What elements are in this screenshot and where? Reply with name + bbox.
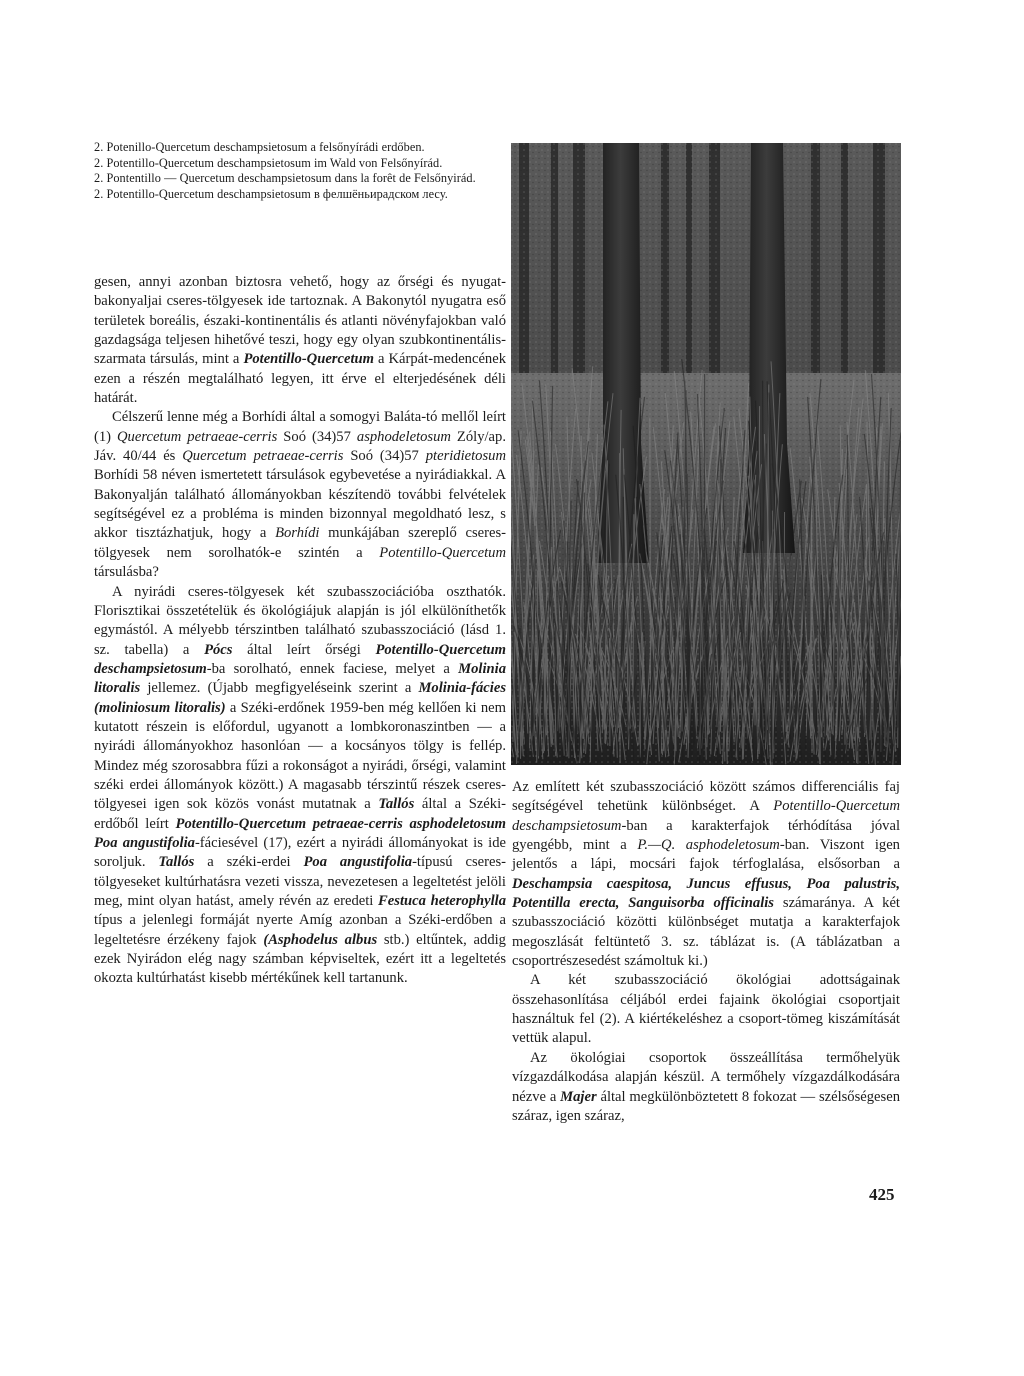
italic-term: asphodeletosum xyxy=(356,428,451,445)
text-run: -típusú cseres-tölgyeseket kultúrhatásra vezeti vissza, nevezetesen a legeltetést jelöli meg, mint olyan hatást, amely révén az eredeti xyxy=(94,854,506,909)
forest-photo xyxy=(511,143,901,765)
italic-term: Poa angustifolia xyxy=(303,854,413,871)
italic-term: Borhídi xyxy=(275,525,320,542)
text-run: jellemez. (Újabb megfigyeléseink szerint a xyxy=(140,680,419,697)
right-column xyxy=(512,778,900,1126)
text-run: Soó (34)57 xyxy=(277,428,357,445)
italic-term: Potentillo-Quercetum xyxy=(379,544,506,561)
text-run: a széki-erdei xyxy=(194,854,304,871)
text-run: -ban a karakterfajok térhódítása jóval gyengébb, mint a xyxy=(512,817,900,854)
text-run: -fáciesével (17), ezért a nyirádi állományokat is ide soroljuk. xyxy=(94,834,506,871)
italic-term: pteridietosum xyxy=(425,448,506,465)
text-run: társulásba? xyxy=(94,564,159,581)
text-run: A nyirádi cseres-tölgyesek két szubasszociációba oszthatók. Florisztikai összetételük és ökológiájuk alapján is jól elkülöníthetők egymástól. A mélyebb térszintben található szubasszociáció (lásd 1. sz. tabella) a xyxy=(94,583,506,658)
italic-term: Tallós xyxy=(158,854,195,871)
italic-term: Potentillo-Quercetum petraeae-cerris asphodeletosum Poa angustifolia xyxy=(94,815,506,851)
left-column xyxy=(94,273,506,989)
italic-term: Potentillo-Quercetum deschampsietosum xyxy=(512,798,900,834)
caption-german: 2. Potentillo-Quercetum deschampsietosum im Wald von Felsőnyírád. xyxy=(94,155,443,170)
text-run: Célszerű lenne még a Borhídi által a somogyi Baláta-tó mellől leírt (1) xyxy=(94,409,506,445)
paragraph-left-3 xyxy=(94,583,506,989)
caption-russian: 2. Potentillo-Quercetum deschampsietosum в фелшёньирадском лесу. xyxy=(94,186,448,201)
italic-term: P.—Q. asphodeletosum xyxy=(637,837,780,854)
paragraph-right-2 xyxy=(512,971,900,1048)
text-run: által megkülönböztetett 8 fokozat — szélsőségesen száraz, igen száraz, xyxy=(512,1088,900,1124)
italic-term: Majer xyxy=(560,1088,597,1105)
page-number: 425 xyxy=(869,1185,895,1204)
caption-hungarian: 2. Potenillo-Quercetum deschampsietosum a felsőnyírádi erdőben. xyxy=(94,140,425,154)
text-run: munkájában szereplő cseres-tölgyesek nem sorolhatók-e szintén a xyxy=(94,525,506,561)
italic-term: Potentillo-Quercetum xyxy=(243,351,374,368)
text-run: A két szubasszociáció ökológiai adottságainak összehasonlítása céljából erdei fajaink ökológiai csoportjait használtuk fel (2). A kiértékeléshez a csoport-tömeg kiszámítását vettük alapul. xyxy=(512,972,900,1047)
text-run: Zóly/ap. Jáv. 40/44 és xyxy=(94,428,506,465)
italic-term: Molinia-fácies (moliniosum litoralis) xyxy=(94,680,506,716)
text-run: által a Széki-erdőből leírt xyxy=(94,796,506,832)
italic-term: Deschampsia caespitosa, Juncus effusus, Poa palustris, Potentilla erecta, Sanguisorba officinalis xyxy=(512,875,900,912)
italic-term: Quercetum petraeae-cerris xyxy=(117,428,278,445)
text-run: Soó (34)57 xyxy=(343,448,426,465)
paragraph-right-3 xyxy=(512,1049,900,1126)
grass-blade xyxy=(584,492,585,730)
italic-term: (Asphodelus albus xyxy=(263,931,378,948)
text-run: a Kárpát-medencének ezen a részén megtalálható legyen, itt érve el elterjedésének déli határát. xyxy=(94,351,506,407)
text-run: a Széki-erdőnek 1959-ben még kellően ki nem kutatott részein is előfordul, ugyanott a lombkoronaszintben — a nyirádi állományokhoz hasonlóan — a kocsányos tölgy is fellép. Mindez még szorosabbra fűzi a rokonságot a nyirádi, őrségi, valamint széki erdei állományok között.) A magasabb térszintű részek cseres-tölgyesei igen sok közös vonást mutatnak a xyxy=(94,699,507,813)
text-run: gesen, annyi azonban biztosra vehető, hogy az őrségi és nyugat-bakonyaljai cseres-tölgyesek ide tartoznak. A Bakonytól nyugatra eső területek boreális, északi-kontinentális és atlanti növényfajokban való gazdagsága teljesen hihetővé teszi, hogy egy olyan szubkontinentális-szarmata társulás, mint a xyxy=(94,274,506,368)
text-run: számaránya. A két szubasszociáció közötti különbséget mutatja a karakterfajok megoszlását feltüntető 3. sz. táblázat is. (A táblázatban a csoportrészesedést számoltuk ki.) xyxy=(512,895,900,970)
italic-term: Quercetum petraeae-cerris xyxy=(182,448,344,465)
paragraph-left-2 xyxy=(94,408,506,582)
italic-term: Molinia litoralis xyxy=(94,660,506,697)
text-run: Az említett két szubasszociáció között számos differenciális faj segítségével tehetünk különbséget. A xyxy=(512,779,900,815)
caption-french: 2. Pontentillo — Quercetum deschampsietosum dans la forêt de Felsőnyirád. xyxy=(94,171,476,186)
forest-photo-drawing xyxy=(511,143,901,765)
italic-term: Pócs xyxy=(204,641,233,658)
paragraph-left-1 xyxy=(94,273,506,408)
italic-term: Potentillo-Quercetum deschampsietosum xyxy=(94,641,506,677)
italic-term: Festuca heterophylla xyxy=(378,893,506,909)
text-run: Az ökológiai csoportok összeállítása termőhelyük vízgazdálkodása alapján készül. A termőhely vízgazdálkodására nézve a xyxy=(512,1049,900,1105)
photo-caption xyxy=(94,140,486,202)
italic-term: Tallós xyxy=(378,796,415,813)
text-run: által leírt őrségi xyxy=(232,641,376,658)
text-run: Borhídi 58 néven ismertetett társulások egybevetése a nyirádiakkal. A Bakonyalján található állományokban készítendö további felvételek segítségével ez a probléma is minden bizonnyal megoldható lesz, s akkor tisztázhatjuk, hogy a xyxy=(94,467,506,542)
text-run: típus a jelenlegi formáját nyerte Amíg azonban a Széki-erdőben a legeltetésre érzékeny fajok xyxy=(94,912,506,948)
paragraph-right-1 xyxy=(512,778,900,971)
text-run: stb.) eltűntek, addig ezek Nyirádon elég nagy számban képviseltek, ezért itt a legeltetés okozta kultúrhatást kisebb mértékűnek kell tartanunk. xyxy=(94,931,506,987)
grass-blade xyxy=(623,497,624,740)
text-run: -ba sorolható, ennek faciese, melyet a xyxy=(206,660,459,677)
text-run: -ban. Viszont igen jelentős a lápi, mocsári fajok térfoglalása, elsősorban a xyxy=(512,837,900,873)
